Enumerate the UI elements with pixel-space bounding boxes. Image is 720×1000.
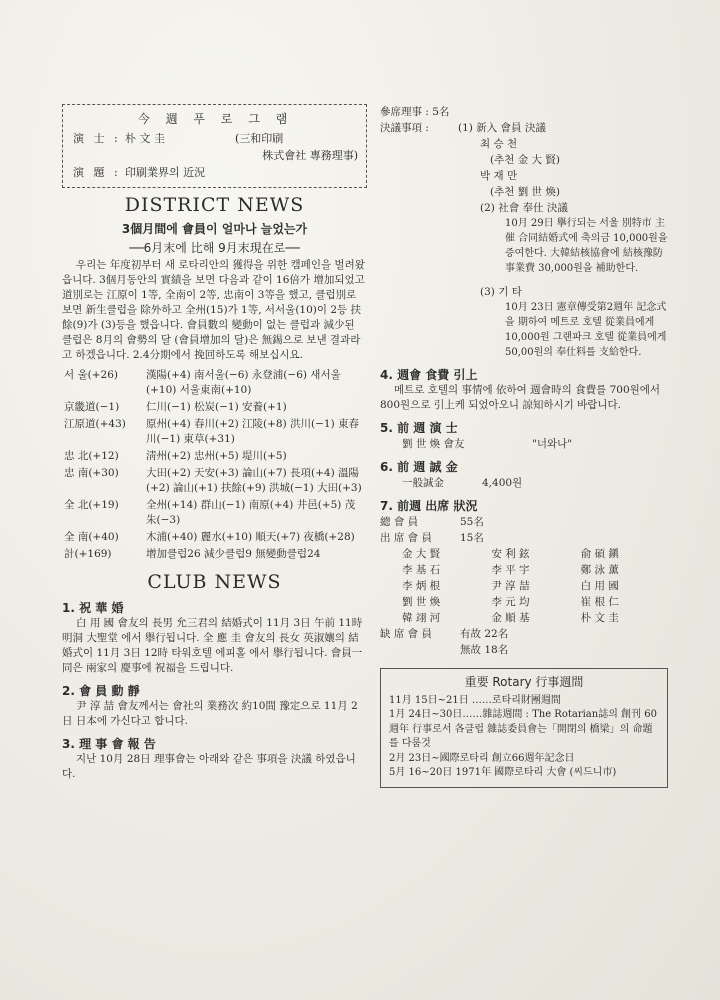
tally-row [62,367,367,399]
resolution-item-3: (3) 기 타 [480,286,522,298]
club-section-body: 지난 10月 28日 理事會는 아래와 같은 事項을 決議 하였읍니다. [62,753,356,780]
topic-label: 演 題 : [73,166,121,179]
club-news-title: CLUB NEWS [147,571,282,593]
total-members-label: 總 會 員 [380,516,419,528]
resolution-item-2: (2) 社會 奉仕 決議 [480,202,568,214]
tally-region: 計(+169) [64,548,112,560]
fees-heading: 4. 週會 食費 引上 [380,368,478,382]
tally-detail: 大田(+2) 天安(+3) 論山(+7) 長項(+4) 溫陽(+2) 論山(+1) 扶餘(+9) 洪城(−1) 大田(+3) [146,467,362,494]
absent-excused: 有故 22名 [460,628,509,640]
tally-region: 京畿道(−1) [64,401,120,413]
tally-detail: 全州(+14) 群山(−1) 南原(+4) 井邑(+5) 茂朱(−3) [146,499,356,526]
district-paragraph: 우리는 年度初부터 새 로타리안의 獲得을 위한 캠페인을 벌려왔읍니다. 3個月동안의 實績을 보면 다음과 같이 16倍가 增加되었고 道別로는 江原이 1等, 全南이 2等, 忠南이 3等을 했고, 클럽別로 보면 新生클럽을 除外하고 全州(15)가 1等, 서서울(10)이 2등 扶餘(9)가 (3)등을 했읍니다. 會員數의 變動이 없는 클럽과 減少된 클럽은 8月의 會勢의 달 (會員增加의 달)은 無錫으로 보낸 결과라고 하겠읍니다. 2.4分期에서 挽回하도록 해보십시요. [62,259,365,361]
rotary-event-line: 2月 23日~國際로타리 創立66週年記念日 [389,752,575,764]
tally-row [62,448,367,465]
speaker-org-line2: 株式會社 專務理事) [262,149,358,162]
donation-amount: 4,400원 [482,477,523,489]
attendee-name: 鄭 泳 薰 [580,564,619,576]
attendee-name: 白 用 國 [580,580,619,592]
attendee-name: 尹 淳 喆 [491,580,530,592]
resolution-item-1: (1) 新入 會員 決議 [458,122,546,134]
attendance-heading: 7. 前週 出席 狀況 [380,499,478,513]
district-tally-table [62,367,367,563]
speech-name: 劉 世 煥 會友 [402,438,465,450]
new-member-2: 박 재 만 [480,170,518,182]
fees-body: 메트로 호텔의 事情에 依하여 週會時의 食費를 700원에서 800원으로 引上케 되었아오니 諒知하시기 바랍니다. [380,384,661,411]
speech-heading: 5. 前 週 演 士 [380,421,458,435]
absent-members-label: 缺 席 會 員 [380,628,433,640]
tally-row [62,416,367,448]
district-headline: 3個月間에 會員이 얼마나 늘었는가 [121,222,308,236]
district-news-title: DISTRICT NEWS [124,194,305,216]
rotary-event-line: 11月 15日~21日 ……로타리財團週間 [389,694,561,706]
resolution-item-2-body: 10月 29日 擧行되는 서울 別特市 主催 合同結婚式에 축의금 10,000원을 증여한다. 大韓結核協會에 結核豫防 事業費 30,000원을 補助한다. [505,218,668,274]
speaker-name: 朴 文 圭 [125,132,165,145]
tally-row [62,399,367,416]
attendee-name: 朴 文 圭 [580,612,619,624]
club-section-heading: 1. 祝 華 婚 [62,601,124,615]
new-member-1: 최 승 천 [480,138,518,150]
attendee-name: 金 順 基 [491,612,530,624]
attendee-name: 李 元 均 [491,596,530,608]
rotary-event-line: 5月 16~20日 1971年 國際로타리 大會 (씨드니市) [389,767,617,778]
program-box [62,104,367,188]
club-section-body: 白 用 國 會友의 長男 允三君의 結婚式이 11月 3日 午前 11時 明洞 大聖堂 에서 擧行됩니다. 全 應 圭 會友의 長女 英淑孃의 結婚式이 11月 3日 12時 타워호텔 에피홀 에서 擧行됩니다. 會員一同은 兩家의 慶事에 祝福을 드립니다. [62,617,363,674]
recommender-2: (추천 劉 世 煥) [490,186,560,198]
speech-title: "너와나" [532,438,573,450]
tally-detail: 木浦(+40) 麗水(+10) 順天(+7) 夜橋(+28) [146,531,355,543]
attendee-name: 李 平 宇 [491,564,530,576]
club-section-body: 尹 淳 喆 會友께서는 會社의 業務次 約10間 豫定으로 11月 2日 日本에 가신다고 합니다. [62,700,358,727]
present-members-label: 出 席 會 員 [380,532,433,544]
speaker-org: (三和印刷 [235,132,284,145]
tally-detail: 原州(+4) 春川(+2) 江陵(+8) 洪川(−1) 東春川(−1) 東草(+31) [146,418,360,445]
club-section-heading: 3. 理 事 會 報 告 [62,737,156,751]
right-column [380,104,670,788]
board-attendance: 參席理事 : 5名 [380,106,450,118]
tally-region: 全 南(+40) [64,531,119,543]
attendee-name: 金 大 賢 [402,548,441,560]
club-sections [62,599,367,782]
attendee-name: 韓 翊 河 [402,612,441,624]
attendee-name: 崔 根 仁 [580,596,619,608]
attendee-name: 劉 世 煥 [402,596,441,608]
attendee-name: 李 基 石 [402,564,441,576]
tally-detail: 增加클럽26 減少클럽9 無變動클럽24 [146,548,321,560]
donation-label: 一般誠金 [402,477,444,489]
rotary-events-title: 重要 Rotary 行事週間 [464,675,584,689]
district-subheadline: ──6月末에 比해 9月末現在로── [129,241,300,255]
tally-region: 忠 北(+12) [64,450,119,462]
tally-detail: 漢陽(+4) 南서울(−6) 永登浦(−6) 새서울(+10) 서울東南(+10) [146,369,341,396]
tally-detail: 淸州(+2) 忠州(+5) 堤川(+5) [146,450,287,462]
tally-detail: 仁川(−1) 松炭(−1) 安養(+1) [146,401,287,413]
total-members: 55名 [460,516,484,528]
resolutions-label: 決議事項 : [380,122,429,134]
left-column [62,104,367,782]
tally-row [62,465,367,497]
attendee-name: 李 炳 根 [402,580,441,592]
topic: 印刷業界의 近況 [125,166,206,179]
tally-region: 忠 南(+30) [64,467,119,479]
attendee-names [380,546,670,626]
club-section-heading: 2. 會 員 動 靜 [62,684,140,698]
rotary-events-box [380,668,668,788]
tally-region: 서 울(+26) [64,369,118,381]
donation-heading: 6. 前 週 誠 金 [380,460,458,474]
attendee-name: 俞 碩 鎭 [580,548,619,560]
resolution-item-3-body: 10月 23日 憲章傳受第2週年 記念式을 期하여 메트로 호텔 從業員에게 10,000원 그랜파크 호텔 從業員에게 50,00원의 奉仕料를 支給한다. [505,302,667,358]
rotary-event-line: 1月 24日~30日……雜誌週間 : The Rotarian誌의 創刊 60 週年 行事로서 各클럽 雜誌委員會는「開閉의 橋梁」의 命題를 다룸것 [389,709,657,749]
recommender-1: (추천 金 大 賢) [490,154,560,166]
tally-region: 江原道(+43) [64,418,126,430]
present-members: 15名 [460,532,484,544]
program-title: 今 週 푸 로 그 램 [137,112,294,126]
speaker-label: 演 士 : [73,132,121,145]
absent-unexcused: 無故 18名 [460,644,509,656]
tally-row [62,497,367,529]
tally-region: 全 北(+19) [64,499,119,511]
tally-row [62,546,367,563]
tally-row [62,529,367,546]
attendee-name: 安 利 鉉 [491,548,530,560]
